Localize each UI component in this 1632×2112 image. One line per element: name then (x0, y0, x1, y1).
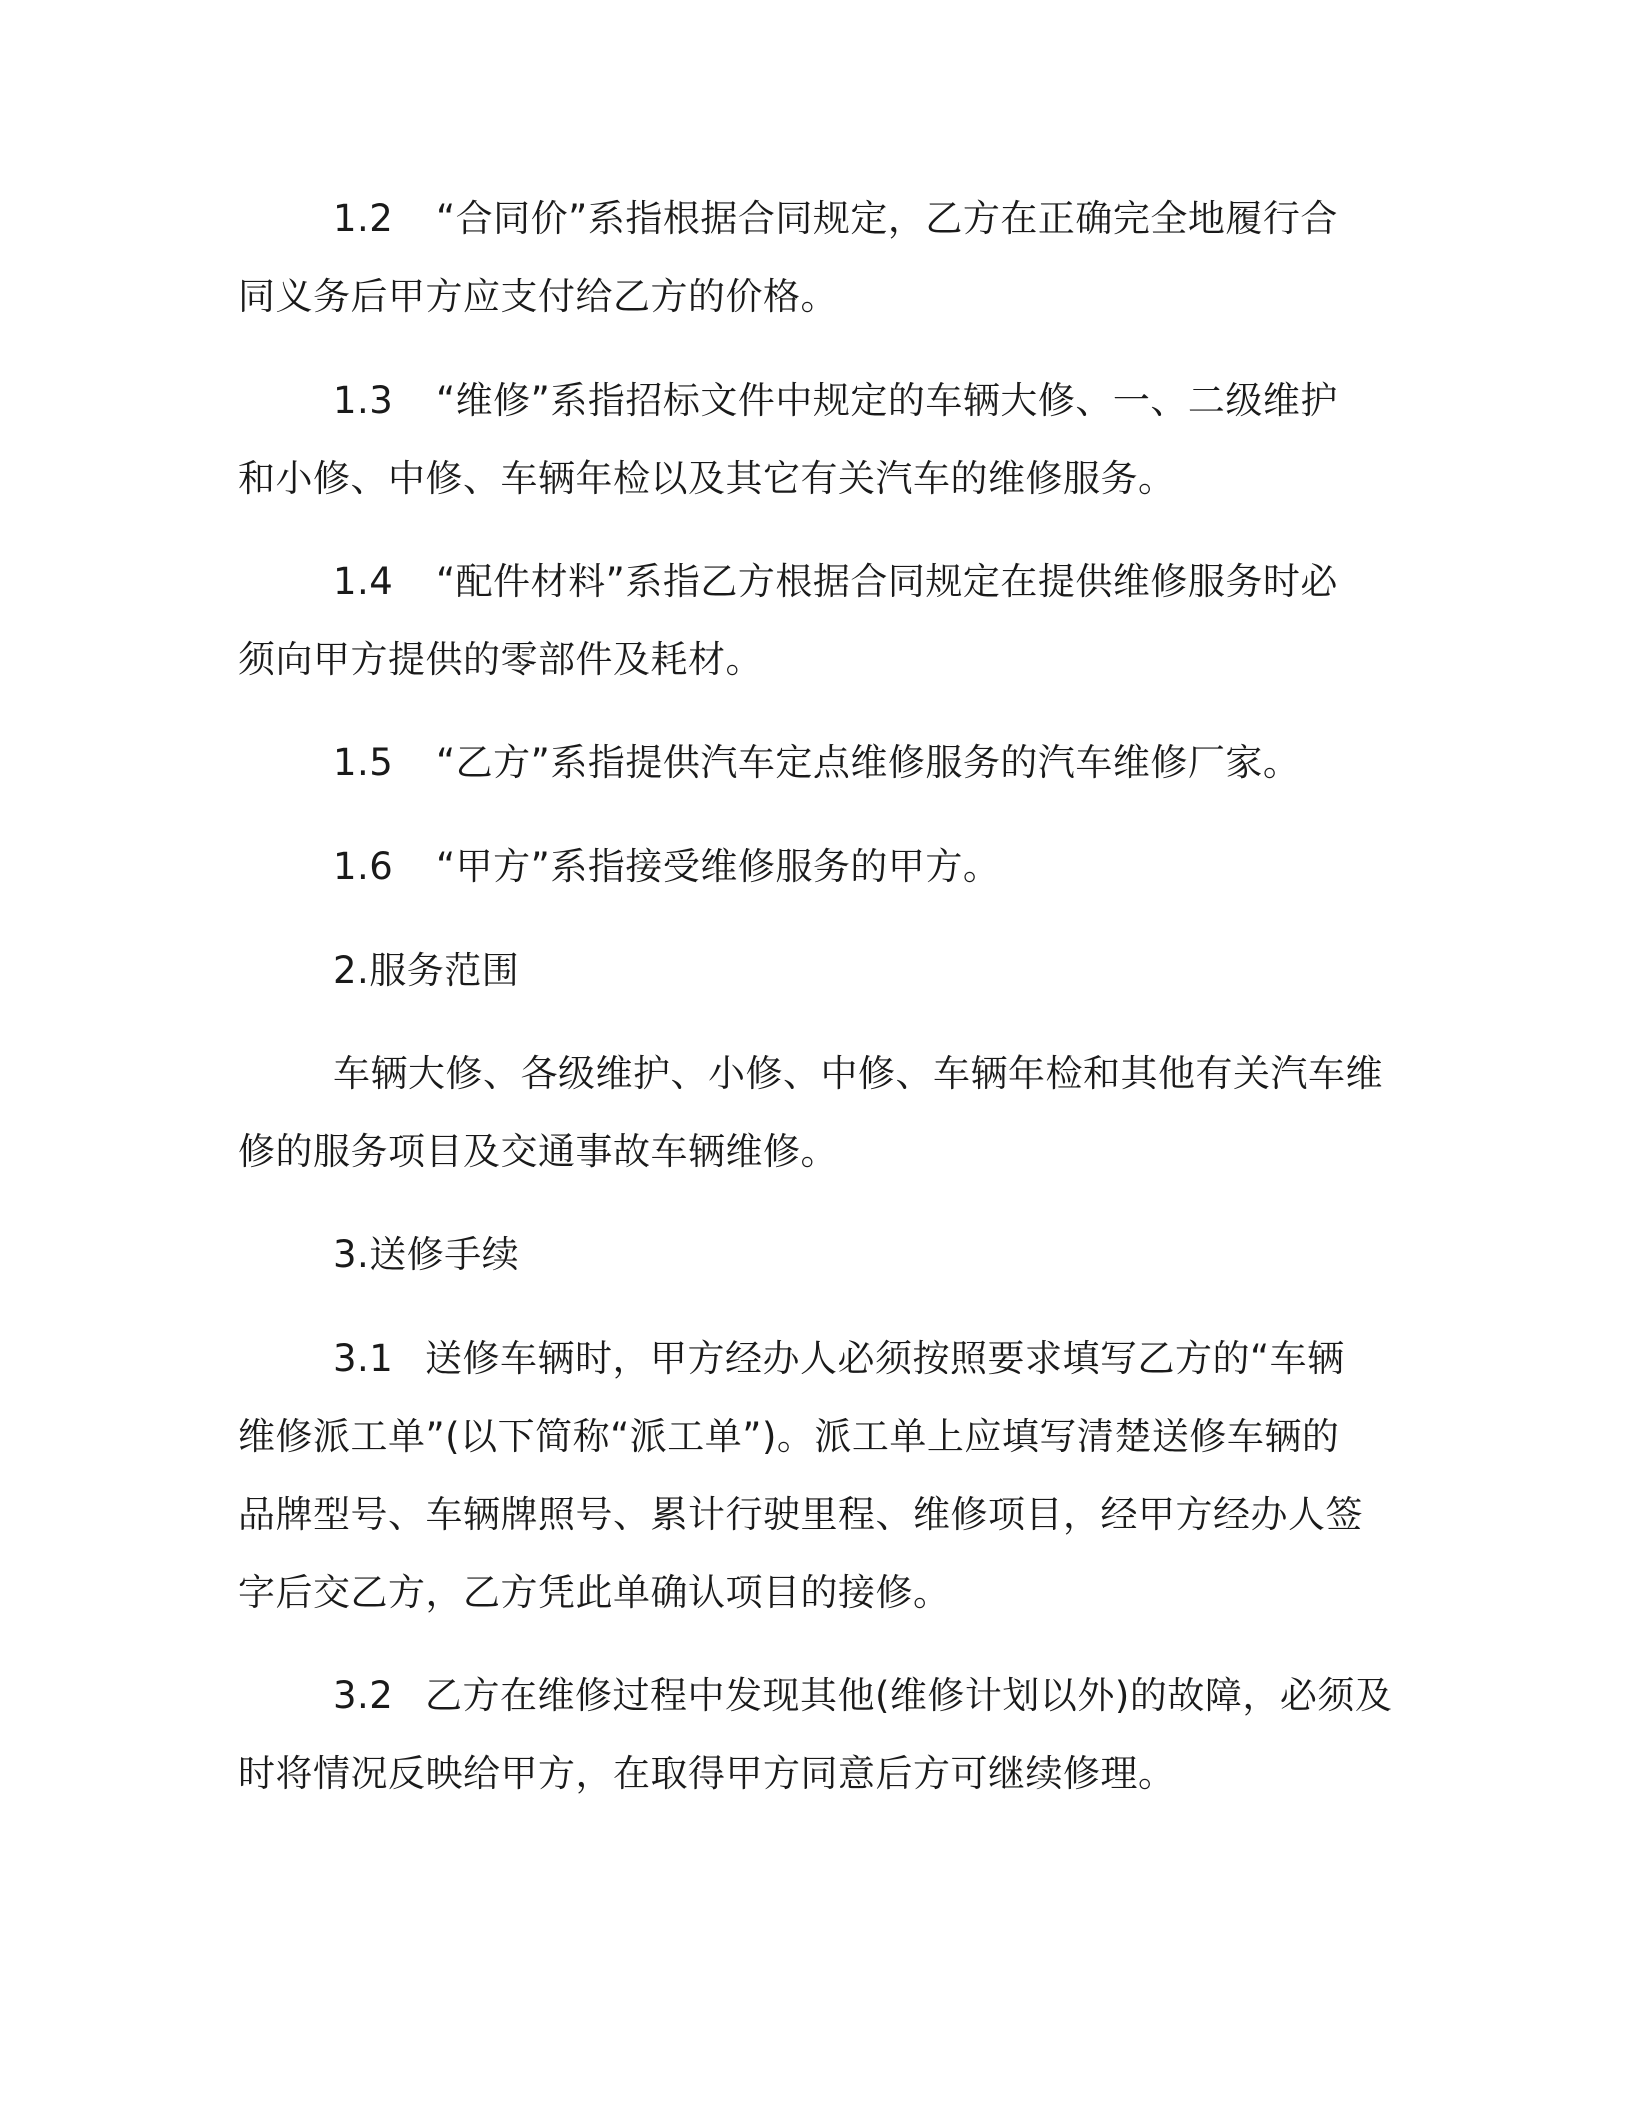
clause-text: 时将情况反映给甲方，在取得甲方同意后方可继续修理。 (238, 1752, 1176, 1795)
clause-text: “甲方”系指接受维修服务的甲方。 (436, 845, 1001, 888)
section-body: 修的服务项目及交通事故车辆维修。 (238, 1130, 838, 1173)
clause-text: “合同价”系指根据合同规定，乙方在正确完全地履行合 (436, 197, 1338, 240)
clause-text: “乙方”系指提供汽车定点维修服务的汽车维修厂家。 (436, 741, 1301, 784)
clause-text: 须向甲方提供的零部件及耗材。 (238, 638, 763, 681)
clause-text: 品牌型号、车辆牌照号、累计行驶里程、维修项目，经甲方经办人签 (238, 1493, 1363, 1536)
clause-text: 维修派工单”(以下简称“派工单”)。派工单上应填写清楚送修车辆的 (238, 1415, 1340, 1458)
clause-text: “维修”系指招标文件中规定的车辆大修、一、二级维护 (436, 379, 1338, 422)
section-heading: 3.送修手续 (333, 1233, 520, 1276)
clause-text: 字后交乙方，乙方凭此单确认项目的接修。 (238, 1571, 951, 1614)
section-heading: 2.服务范围 (333, 949, 520, 992)
clause-text: 送修车辆时，甲方经办人必须按照要求填写乙方的“车辆 (425, 1337, 1345, 1380)
clause-text: 乙方在维修过程中发现其他(维修计划以外)的故障，必须及 (425, 1674, 1393, 1717)
clause-number: 1.4 (333, 560, 394, 603)
clause-text: 同义务后甲方应支付给乙方的价格。 (238, 275, 838, 318)
clause-number: 1.2 (333, 197, 394, 240)
clause-number: 3.1 (333, 1337, 394, 1380)
clause-text: 和小修、中修、车辆年检以及其它有关汽车的维修服务。 (238, 457, 1176, 500)
clause-number: 1.6 (333, 845, 394, 888)
clause-number: 1.5 (333, 741, 394, 784)
section-body: 车辆大修、各级维护、小修、中修、车辆年检和其他有关汽车维 (333, 1052, 1383, 1095)
clause-number: 1.3 (333, 379, 394, 422)
clause-text: “配件材料”系指乙方根据合同规定在提供维修服务时必 (436, 560, 1338, 603)
clause-number: 3.2 (333, 1674, 394, 1717)
